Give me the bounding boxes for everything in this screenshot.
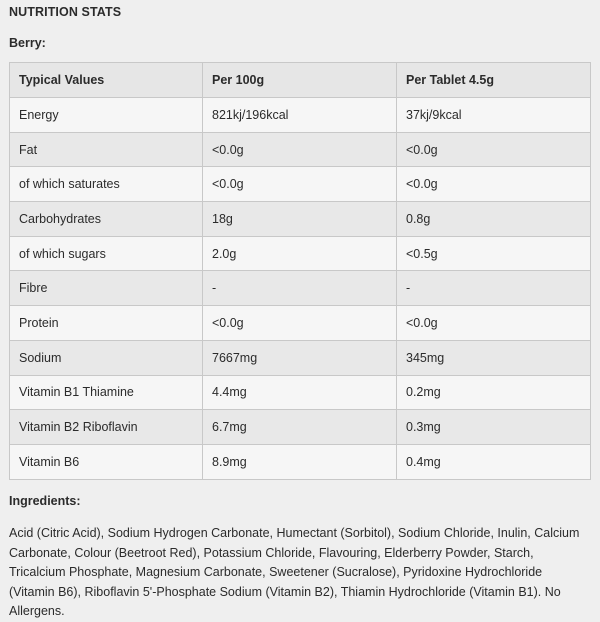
nutrient-name: Energy: [10, 98, 203, 133]
table-header-row: [10, 63, 591, 98]
table-row: [10, 98, 591, 133]
per-100g-value: 821kj/196kcal: [203, 98, 397, 133]
per-100g-value: 2.0g: [203, 236, 397, 271]
nutrient-name: Vitamin B2 Riboflavin: [10, 410, 203, 445]
per-100g-value: 4.4mg: [203, 375, 397, 410]
nutrition-table: [9, 62, 591, 480]
table-row: [10, 271, 591, 306]
per-100g-value: 8.9mg: [203, 444, 397, 479]
ingredients-list: Acid (Citric Acid), Sodium Hydrogen Carbonate, Humectant (Sorbitol), Sodium Chloride, Inulin, Calcium Carbonate, Colour (Beetroot Red), Potassium Chloride, Flavouring, Elderberry Powder, Starch, Tricalcium Phosphate, Magnesium Carbonate, Sweetener (Sucralose), Pyridoxine Hydrochloride (Vitamin B6), Riboflavin 5'-Phosphate Sodium (Vitamin B2), Thiamin Hydrochloride (Vitamin B1). No Allergens.: [9, 526, 580, 618]
flavour-label: Berry:: [9, 36, 46, 50]
page-title: NUTRITION STATS: [9, 5, 122, 19]
nutrient-name: Protein: [10, 306, 203, 341]
per-100g-value: 18g: [203, 202, 397, 237]
per-tablet-value: 0.3mg: [397, 410, 591, 445]
table-row: [10, 132, 591, 167]
per-tablet-value: 0.4mg: [397, 444, 591, 479]
per-tablet-value: -: [397, 271, 591, 306]
table-row: [10, 410, 591, 445]
nutrient-name: Carbohydrates: [10, 202, 203, 237]
nutrient-name: Vitamin B6: [10, 444, 203, 479]
table-row: [10, 444, 591, 479]
per-100g-value: <0.0g: [203, 132, 397, 167]
column-header-typical-values: Typical Values: [10, 63, 203, 98]
table-row: [10, 375, 591, 410]
nutrient-name: Fibre: [10, 271, 203, 306]
table-row: [10, 236, 591, 271]
per-100g-value: -: [203, 271, 397, 306]
nutrient-name: Sodium: [10, 340, 203, 375]
nutrient-name: of which saturates: [10, 167, 203, 202]
per-tablet-value: <0.0g: [397, 167, 591, 202]
per-tablet-value: <0.5g: [397, 236, 591, 271]
per-tablet-value: <0.0g: [397, 132, 591, 167]
nutrient-name: Vitamin B1 Thiamine: [10, 375, 203, 410]
per-tablet-value: 0.8g: [397, 202, 591, 237]
table-row: [10, 202, 591, 237]
per-100g-value: 7667mg: [203, 340, 397, 375]
table-row: [10, 167, 591, 202]
table-row: [10, 340, 591, 375]
per-100g-value: <0.0g: [203, 167, 397, 202]
column-header-per-100g: Per 100g: [203, 63, 397, 98]
per-tablet-value: 345mg: [397, 340, 591, 375]
per-tablet-value: <0.0g: [397, 306, 591, 341]
per-100g-value: <0.0g: [203, 306, 397, 341]
column-header-per-tablet: Per Tablet 4.5g: [397, 63, 591, 98]
nutrient-name: Fat: [10, 132, 203, 167]
nutrient-name: of which sugars: [10, 236, 203, 271]
per-100g-value: 6.7mg: [203, 410, 397, 445]
ingredients-heading: Ingredients:: [9, 494, 81, 508]
table-row: [10, 306, 591, 341]
per-tablet-value: 37kj/9kcal: [397, 98, 591, 133]
per-tablet-value: 0.2mg: [397, 375, 591, 410]
